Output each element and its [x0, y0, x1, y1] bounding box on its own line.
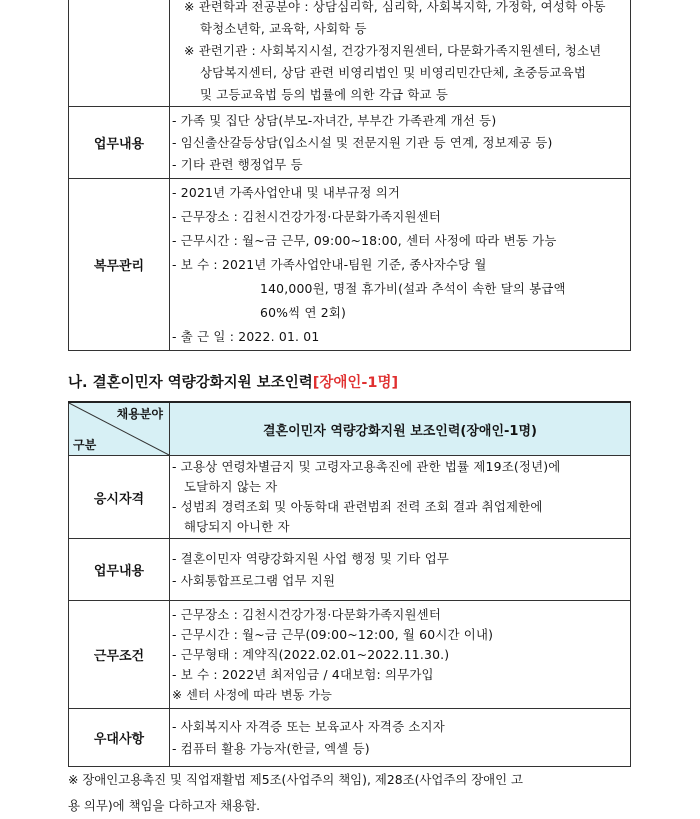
related-institutions-line-cont2: 및 고등교육법 등의 법률에 의한 각급 학교 등 — [200, 87, 449, 102]
service-line-cont: 60%씩 연 2회) — [260, 304, 347, 320]
service-line-cont: 140,000원, 명절 휴가비(설과 추석이 속한 달의 봉급액 — [260, 280, 566, 296]
eligibility-line-cont: 도달하지 않는 자 — [184, 479, 278, 494]
qualification-cell-empty — [69, 0, 170, 107]
eligibility-line: - 고용상 연령차별금지 및 고령자고용촉진에 관한 법률 제19조(정년)에 — [172, 459, 561, 474]
service-line: - 출 근 일 : 2022. 01. 01 — [172, 328, 320, 344]
footnote-line: ※ 장애인고용촉진 및 직업재활법 제5조(사업주의 책임), 제28조(사업주의 장애인 고 — [68, 772, 524, 787]
column-title: 결혼이민자 역량강화지원 보조인력(장애인-1명) — [170, 402, 631, 456]
related-institutions-line-cont: 상담복지센터, 상담 관련 비영리법인 및 비영리민간단체, 초중등교육법 — [200, 65, 587, 80]
service-line: - 근무시간 : 월~금 근무, 09:00~18:00, 센터 사정에 따라 변동 가능 — [172, 232, 557, 248]
duty-line: - 임신출산갈등상담(입소시설 및 전문지원 기관 등 연계, 정보제공 등) — [172, 134, 553, 150]
eligibility-header: 응시자격 — [69, 456, 170, 539]
preference-line: - 컴퓨터 활용 가능자(한글, 엑셀 등) — [172, 740, 370, 756]
service-content — [170, 179, 631, 351]
section-title-highlight: [장애인-1명] — [312, 375, 399, 391]
eligibility-content — [170, 456, 631, 539]
service-header: 복무관리 — [69, 179, 170, 351]
related-majors-line-cont: 학청소년학, 교육학, 사회학 등 — [200, 21, 367, 36]
eligibility-line-cont: 해당되지 아니한 자 — [184, 519, 290, 534]
work-condition-line: - 보 수 : 2022년 최저임금 / 4대보험: 의무가입 — [172, 666, 434, 682]
work-conditions-content — [170, 601, 631, 709]
preference-content — [170, 709, 631, 767]
duties-header: 업무내용 — [69, 107, 170, 179]
duty-line-2: - 사회통합프로그램 업무 지원 — [172, 572, 336, 588]
duty-line: - 가족 및 집단 상담(부모-자녀간, 부부간 가족관계 개선 등) — [172, 112, 497, 128]
work-condition-line: - 근무형태 : 계약직(2022.02.01~2022.11.30.) — [172, 646, 450, 662]
service-line: - 2021년 가족사업안내 및 내부규정 의거 — [172, 184, 401, 200]
section-title-text: 나. 결혼이민자 역량강화지원 보조인력 — [68, 375, 313, 391]
work-condition-line: - 근무시간 : 월~금 근무(09:00~12:00, 월 60시간 이내) — [172, 626, 494, 642]
work-conditions-header: 근무조건 — [69, 601, 170, 709]
section-title — [68, 371, 398, 392]
recruitment-table-2 — [68, 401, 631, 767]
duties-header-2: 업무내용 — [69, 539, 170, 601]
duty-line-2: - 결혼이민자 역량강화지원 사업 행정 및 기타 업무 — [172, 550, 450, 566]
related-majors-line: ※ 관련학과 전공분야 : 상담심리학, 심리학, 사회복지학, 가정학, 여성학 아동 — [184, 0, 606, 14]
preference-header: 우대사항 — [69, 709, 170, 767]
footnote — [68, 767, 523, 819]
corner-header-bottom: 구분 — [73, 438, 97, 452]
duties-content — [170, 107, 631, 179]
work-condition-line: - 근무장소 : 김천시건강가정·다문화가족지원센터 — [172, 606, 441, 622]
qualification-notes — [170, 0, 631, 107]
service-line: - 보 수 : 2021년 가족사업안내-팀원 기준, 종사자수당 월 — [172, 256, 487, 272]
eligibility-line: - 성범죄 경력조회 및 아동학대 관련범죄 전력 조회 결과 취업제한에 — [172, 499, 543, 514]
corner-header-top: 채용분야 — [116, 407, 163, 421]
work-condition-note: ※ 센터 사정에 따라 변동 가능 — [172, 687, 333, 702]
corner-header-cell — [69, 402, 170, 456]
duties-content-2 — [170, 539, 631, 601]
preference-line: - 사회복지사 자격증 또는 보육교사 자격증 소지자 — [172, 718, 445, 734]
duty-line: - 기타 관련 행정업무 등 — [172, 156, 303, 172]
recruitment-table-1 — [68, 0, 631, 351]
service-line: - 근무장소 : 김천시건강가정·다문화가족지원센터 — [172, 208, 441, 224]
footnote-line: 용 의무)에 책임을 다하고자 채용함. — [68, 798, 261, 813]
related-institutions-line: ※ 관련기관 : 사회복지시설, 건강가정지원센터, 다문화가족지원센터, 청소년 — [184, 43, 602, 58]
